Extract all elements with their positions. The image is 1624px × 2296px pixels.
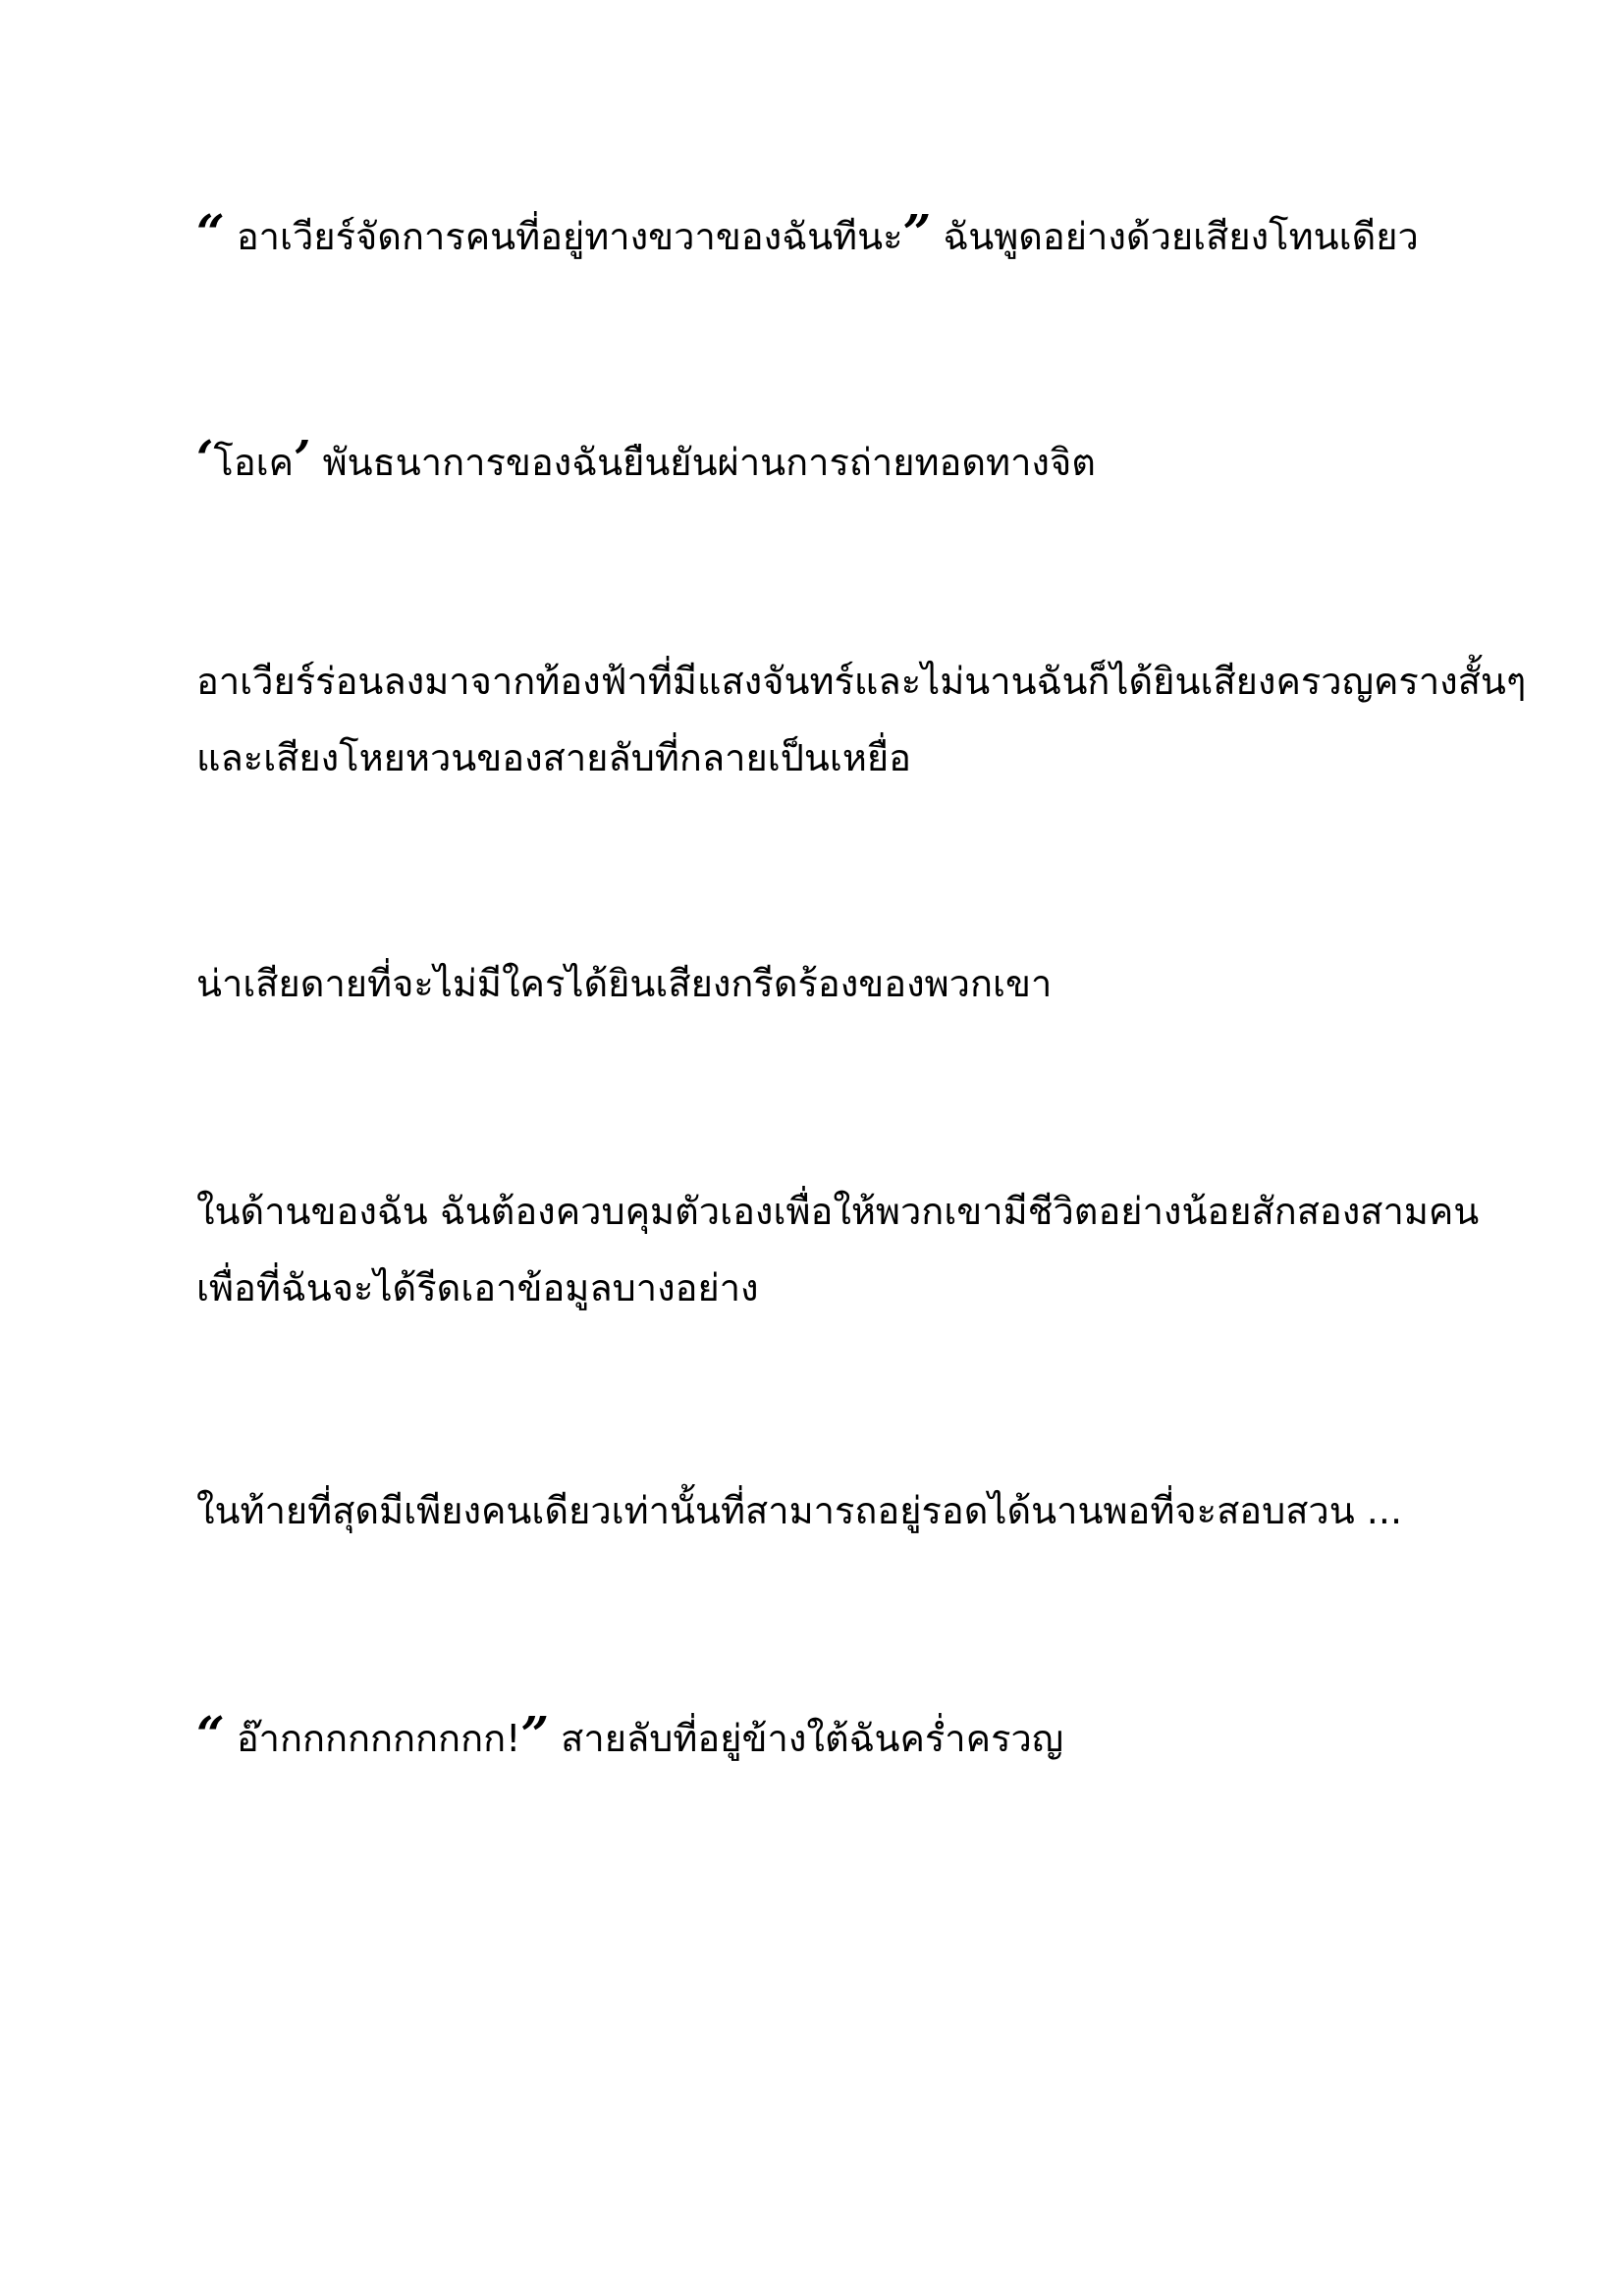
paragraph-telepathy	[196, 420, 1473, 501]
narration-text: พันธนาการของฉันยืนยันผ่านการถ่ายทอดทางจิต	[310, 441, 1096, 484]
close-quote: ’	[294, 429, 311, 487]
open-quote: “	[196, 1705, 225, 1763]
dialogue-text: อาเวียร์จัดการคนที่อยู่ทางขวาของฉันทีนะ	[224, 215, 903, 258]
paragraph-line: เพื่อที่ฉันจะได้รีดเอาข้อมูลบางอย่าง	[196, 1266, 759, 1309]
narration-text: สายลับที่อยู่ข้างใต้ฉันคร่ำครวญ	[549, 1717, 1064, 1760]
paragraph-line: ในด้านของฉัน ฉันต้องควบคุมตัวเองเพื่อให้พวกเขามีชีวิตอย่างน้อยสักสองสามคน	[196, 1190, 1480, 1233]
paragraph-narration-4	[196, 1472, 1473, 1549]
dialogue-text: โอเค	[213, 441, 295, 484]
paragraph-narration-3	[196, 1173, 1480, 1326]
paragraph-dialogue-2	[196, 1696, 1473, 1777]
narration-text: ฉันพูดอย่างด้วยเสียงโทนเดียว	[931, 215, 1419, 258]
paragraph-line: อาเวียร์ร่อนลงมาจากท้องฟ้าที่มีแสงจันทร์และไม่นานฉันก็ได้ยินเสียงครวญครางสั้นๆ	[196, 660, 1527, 703]
paragraph-narration-1	[196, 643, 1527, 796]
close-quote: ”	[520, 1705, 550, 1763]
paragraph-line: น่าเสียดายที่จะไม่มีใครได้ยินเสียงกรีดร้องของพวกเขา	[196, 962, 1053, 1005]
paragraph-line: และเสียงโหยหวนของสายลับที่กลายเป็นเหยื่อ	[196, 736, 911, 779]
paragraph-line: ในท้ายที่สุดมีเพียงคนเดียวเท่านั้นที่สามารถอยู่รอดได้นานพอที่จะสอบสวน ...	[196, 1489, 1403, 1532]
open-quote: ‘	[196, 429, 214, 487]
paragraph-dialogue-1	[196, 194, 1473, 275]
open-quote: “	[196, 203, 225, 261]
paragraph-narration-2	[196, 945, 1473, 1022]
dialogue-text: อ๊ากกกกกกกกกก!	[224, 1717, 521, 1760]
close-quote: ”	[902, 203, 932, 261]
